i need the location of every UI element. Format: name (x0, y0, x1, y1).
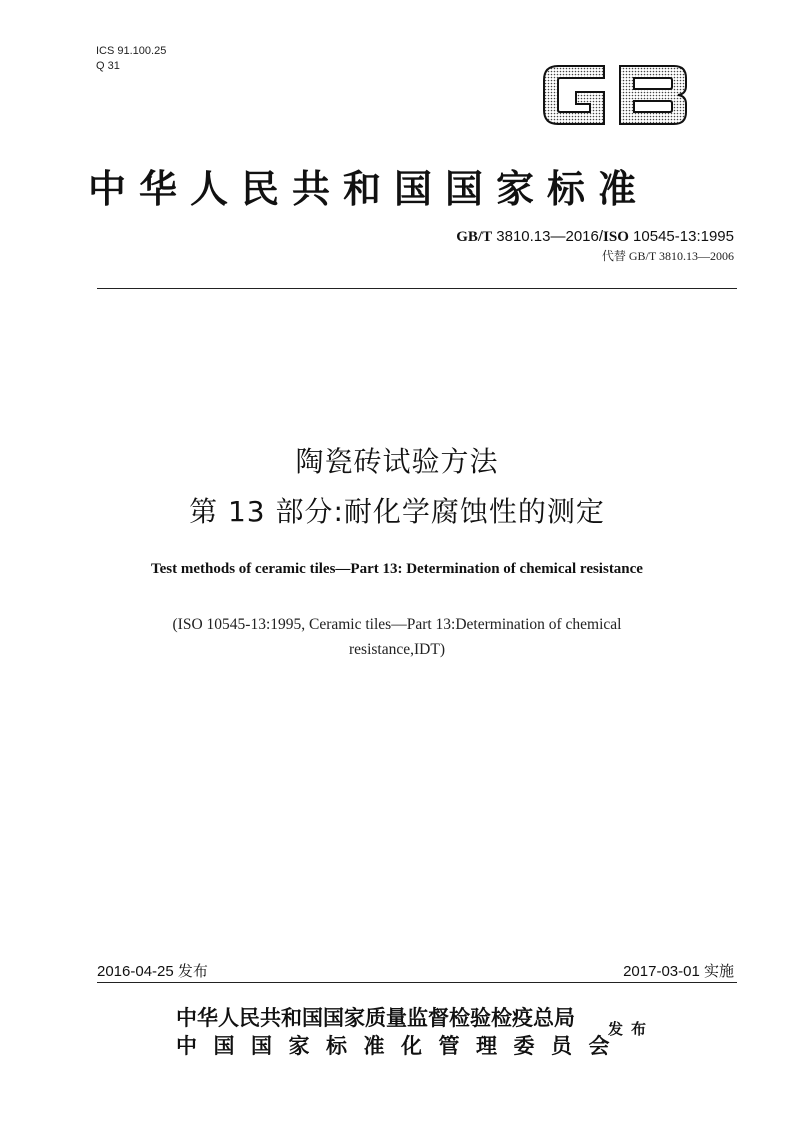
ccs-code: Q 31 (96, 60, 120, 72)
chinese-title-line2: 第 13 部分:耐化学腐蚀性的测定 (189, 495, 605, 528)
replaces-standard: 代替 GB/T 3810.13—2006 (601, 249, 734, 263)
iso-number: 10545-13:1995 (628, 228, 734, 245)
top-divider (97, 288, 737, 289)
classification-codes (96, 44, 166, 74)
standard-prefix: GB/T (456, 229, 493, 245)
iso-reference (0, 612, 794, 662)
standard-number (456, 228, 734, 246)
english-title: Test methods of ceramic tiles—Part 13: Determination of chemical resistance (151, 561, 643, 577)
gb-logo (538, 58, 692, 132)
iso-reference-line2: resistance,IDT) (349, 641, 445, 658)
standard-number-rest: 3810.13—2016/ (492, 228, 604, 245)
chinese-title-line1: 陶瓷砖试验方法 (295, 445, 499, 478)
issuer-aqsiq: 中华人民共和国国家质量监督检验检疫总局 (176, 1005, 575, 1030)
publish-label: 发布 (608, 1020, 655, 1038)
iso-prefix: ISO (603, 229, 629, 245)
issue-date: 2016-04-25 发布 (97, 963, 208, 980)
iso-reference-line1: (ISO 10545-13:1995, Ceramic tiles—Part 13:Determination of chemical (172, 616, 622, 633)
effective-date: 2017-03-01 实施 (623, 963, 734, 980)
issuer-sac: 中国国家标准化管理委员会 (176, 1033, 626, 1058)
bottom-divider (97, 982, 737, 983)
country-standard-title: 中华人民共和国国家标准 (88, 166, 650, 211)
ics-code: ICS 91.100.25 (96, 45, 167, 57)
